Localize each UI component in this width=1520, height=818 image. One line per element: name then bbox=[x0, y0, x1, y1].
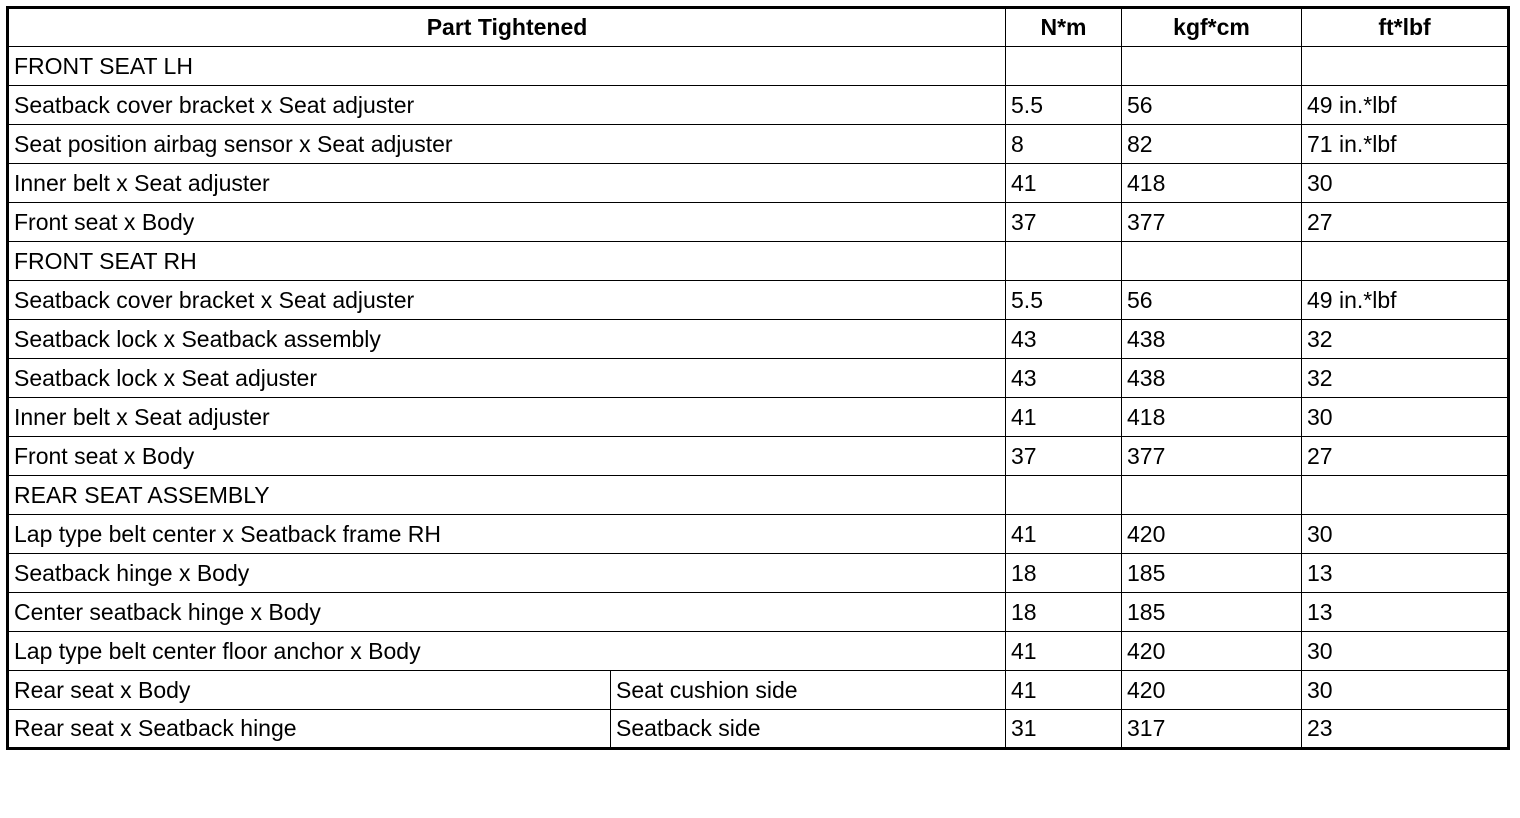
empty-cell bbox=[1006, 242, 1122, 281]
ft-lbf-cell: 23 bbox=[1302, 710, 1509, 749]
ft-lbf-cell: 71 in.*lbf bbox=[1302, 125, 1509, 164]
part-cell: Rear seat x Body bbox=[8, 671, 611, 710]
ft-lbf-cell: 30 bbox=[1302, 671, 1509, 710]
nm-cell: 41 bbox=[1006, 398, 1122, 437]
section-label: REAR SEAT ASSEMBLY bbox=[8, 476, 1006, 515]
part-cell: Seat position airbag sensor x Seat adjuster bbox=[8, 125, 1006, 164]
table-row bbox=[8, 593, 1509, 632]
empty-cell bbox=[1122, 47, 1302, 86]
table-row bbox=[8, 320, 1509, 359]
table-row bbox=[8, 515, 1509, 554]
ft-lbf-cell: 32 bbox=[1302, 359, 1509, 398]
empty-cell bbox=[1302, 47, 1509, 86]
kgf-cm-cell: 438 bbox=[1122, 320, 1302, 359]
ft-lbf-cell: 30 bbox=[1302, 398, 1509, 437]
ft-lbf-cell: 30 bbox=[1302, 632, 1509, 671]
part-cell: Seatback lock x Seatback assembly bbox=[8, 320, 1006, 359]
section-label: FRONT SEAT LH bbox=[8, 47, 1006, 86]
ft-lbf-cell: 27 bbox=[1302, 437, 1509, 476]
part-cell: Seatback cover bracket x Seat adjuster bbox=[8, 281, 1006, 320]
part-cell: Center seatback hinge x Body bbox=[8, 593, 1006, 632]
part-cell: Front seat x Body bbox=[8, 437, 1006, 476]
kgf-cm-cell: 377 bbox=[1122, 203, 1302, 242]
part-cell: Inner belt x Seat adjuster bbox=[8, 398, 1006, 437]
part-cell: Front seat x Body bbox=[8, 203, 1006, 242]
header-kgf-cm: kgf*cm bbox=[1122, 8, 1302, 47]
table-row bbox=[8, 437, 1509, 476]
part-cell: Seatback lock x Seat adjuster bbox=[8, 359, 1006, 398]
part-cell: Inner belt x Seat adjuster bbox=[8, 164, 1006, 203]
nm-cell: 41 bbox=[1006, 632, 1122, 671]
table-row bbox=[8, 359, 1509, 398]
kgf-cm-cell: 56 bbox=[1122, 86, 1302, 125]
table-row bbox=[8, 86, 1509, 125]
nm-cell: 43 bbox=[1006, 359, 1122, 398]
nm-cell: 8 bbox=[1006, 125, 1122, 164]
section-row bbox=[8, 476, 1509, 515]
kgf-cm-cell: 420 bbox=[1122, 632, 1302, 671]
table-row bbox=[8, 632, 1509, 671]
nm-cell: 5.5 bbox=[1006, 86, 1122, 125]
section-label: FRONT SEAT RH bbox=[8, 242, 1006, 281]
empty-cell bbox=[1006, 47, 1122, 86]
nm-cell: 41 bbox=[1006, 515, 1122, 554]
part-side-cell: Seat cushion side bbox=[611, 671, 1006, 710]
table-row bbox=[8, 554, 1509, 593]
kgf-cm-cell: 82 bbox=[1122, 125, 1302, 164]
torque-spec-table bbox=[6, 6, 1510, 750]
nm-cell: 18 bbox=[1006, 554, 1122, 593]
table-row bbox=[8, 125, 1509, 164]
nm-cell: 5.5 bbox=[1006, 281, 1122, 320]
section-row bbox=[8, 242, 1509, 281]
empty-cell bbox=[1302, 476, 1509, 515]
kgf-cm-cell: 418 bbox=[1122, 164, 1302, 203]
ft-lbf-cell: 13 bbox=[1302, 593, 1509, 632]
empty-cell bbox=[1006, 476, 1122, 515]
table-body bbox=[8, 47, 1509, 749]
empty-cell bbox=[1122, 242, 1302, 281]
part-cell: Rear seat x Seatback hinge bbox=[8, 710, 611, 749]
ft-lbf-cell: 49 in.*lbf bbox=[1302, 281, 1509, 320]
kgf-cm-cell: 420 bbox=[1122, 671, 1302, 710]
kgf-cm-cell: 420 bbox=[1122, 515, 1302, 554]
empty-cell bbox=[1122, 476, 1302, 515]
table-row bbox=[8, 164, 1509, 203]
ft-lbf-cell: 32 bbox=[1302, 320, 1509, 359]
nm-cell: 18 bbox=[1006, 593, 1122, 632]
table-row bbox=[8, 671, 1509, 710]
kgf-cm-cell: 56 bbox=[1122, 281, 1302, 320]
kgf-cm-cell: 377 bbox=[1122, 437, 1302, 476]
empty-cell bbox=[1302, 242, 1509, 281]
table-row bbox=[8, 710, 1509, 749]
header-part-tightened: Part Tightened bbox=[8, 8, 1006, 47]
part-cell: Lap type belt center x Seatback frame RH bbox=[8, 515, 1006, 554]
nm-cell: 37 bbox=[1006, 203, 1122, 242]
table-row bbox=[8, 398, 1509, 437]
kgf-cm-cell: 185 bbox=[1122, 554, 1302, 593]
section-row bbox=[8, 47, 1509, 86]
table-row bbox=[8, 281, 1509, 320]
part-side-cell: Seatback side bbox=[611, 710, 1006, 749]
nm-cell: 41 bbox=[1006, 671, 1122, 710]
ft-lbf-cell: 13 bbox=[1302, 554, 1509, 593]
nm-cell: 37 bbox=[1006, 437, 1122, 476]
ft-lbf-cell: 30 bbox=[1302, 164, 1509, 203]
header-ft-lbf: ft*lbf bbox=[1302, 8, 1509, 47]
table-row bbox=[8, 203, 1509, 242]
nm-cell: 31 bbox=[1006, 710, 1122, 749]
ft-lbf-cell: 27 bbox=[1302, 203, 1509, 242]
part-cell: Seatback hinge x Body bbox=[8, 554, 1006, 593]
nm-cell: 43 bbox=[1006, 320, 1122, 359]
kgf-cm-cell: 317 bbox=[1122, 710, 1302, 749]
part-cell: Lap type belt center floor anchor x Body bbox=[8, 632, 1006, 671]
kgf-cm-cell: 185 bbox=[1122, 593, 1302, 632]
kgf-cm-cell: 438 bbox=[1122, 359, 1302, 398]
ft-lbf-cell: 49 in.*lbf bbox=[1302, 86, 1509, 125]
nm-cell: 41 bbox=[1006, 164, 1122, 203]
header-row bbox=[8, 8, 1509, 47]
ft-lbf-cell: 30 bbox=[1302, 515, 1509, 554]
header-nm: N*m bbox=[1006, 8, 1122, 47]
kgf-cm-cell: 418 bbox=[1122, 398, 1302, 437]
part-cell: Seatback cover bracket x Seat adjuster bbox=[8, 86, 1006, 125]
